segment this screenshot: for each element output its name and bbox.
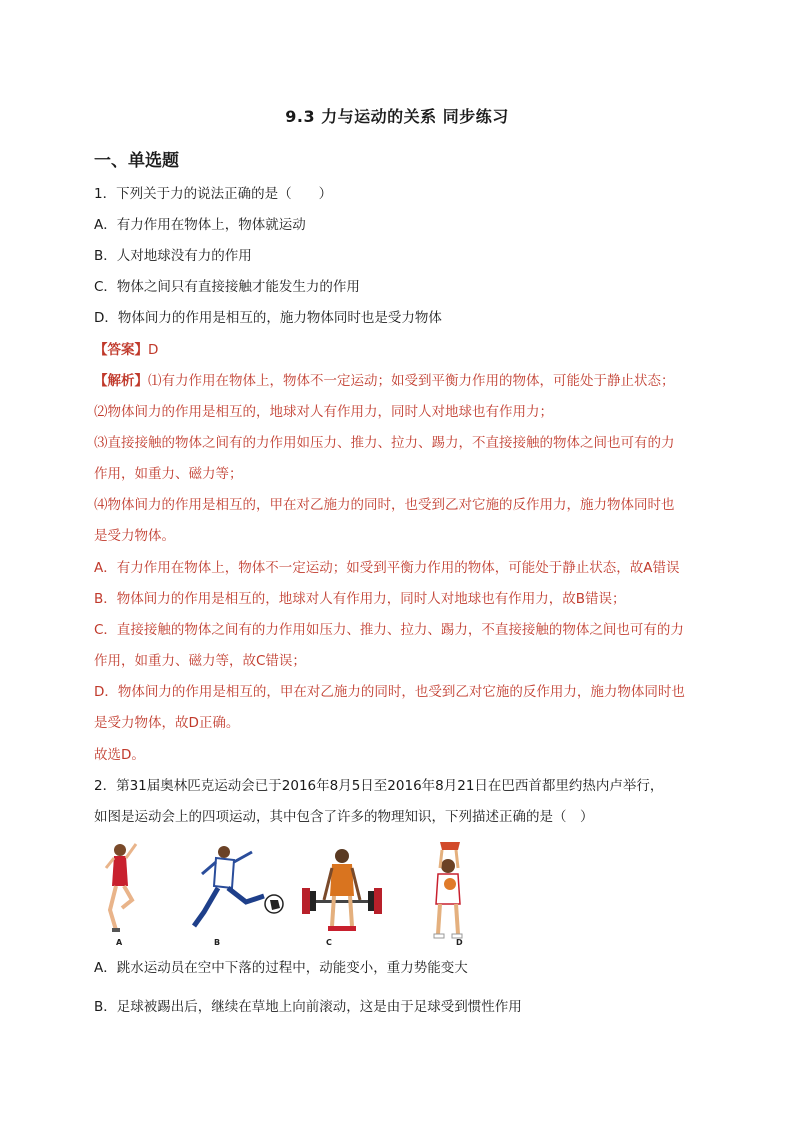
analysis-line: ⑵物体间力的作用是相互的，地球对人有作用力，同时人对地球也有作用力； bbox=[94, 404, 553, 420]
figure-label-a: A bbox=[116, 938, 123, 947]
explain-line: B．物体间力的作用是相互的，地球对人有作用力，同时人对地球也有作用力，故B错误； bbox=[94, 591, 626, 607]
doc-title: 9.3 力与运动的关系 同步练习 bbox=[285, 107, 509, 126]
weightlifter-figure bbox=[302, 849, 382, 931]
analysis-line: 作用，如重力、磁力等； bbox=[94, 466, 243, 482]
analysis-line: 是受力物体。 bbox=[94, 528, 175, 544]
q1-option-d: D．物体间力的作用是相互的，施力物体同时也是受力物体 bbox=[94, 310, 442, 326]
explain-line: A．有力作用在物体上，物体不一定运动；如受到平衡力作用的物体，可能处于静止状态，故A错误 bbox=[94, 560, 680, 576]
conclusion-line: 故选D。 bbox=[94, 747, 145, 763]
sports-illustration bbox=[96, 838, 496, 950]
section-heading: 一、单选题 bbox=[94, 151, 179, 171]
q2-stem: 如图是运动会上的四项运动，其中包含了许多的物理知识，下列描述正确的是（ ） bbox=[94, 809, 594, 825]
explain-line: C．直接接触的物体之间有的力作用如压力、推力、拉力、踢力，不直接接触的物体之间也可有的力 bbox=[94, 622, 684, 638]
answer-tag: 【答案】 bbox=[94, 342, 148, 358]
sports-figure bbox=[96, 838, 496, 950]
q1-option-b: B．人对地球没有力的作用 bbox=[94, 248, 252, 264]
explain-line: 作用，如重力、磁力等，故C错误； bbox=[94, 653, 306, 669]
q2-stem: 2．第31届奥林匹克运动会已于2016年8月5日至2016年8月21日在巴西首都里约热内卢举行， bbox=[94, 778, 664, 794]
gymnast-figure bbox=[106, 844, 136, 932]
basketball-player-figure bbox=[434, 842, 462, 938]
q1-option-a: A．有力作用在物体上，物体就运动 bbox=[94, 217, 306, 233]
analysis-line bbox=[94, 371, 704, 391]
figure-label-c: C bbox=[326, 938, 332, 947]
explain-line: 是受力物体，故D正确。 bbox=[94, 715, 240, 731]
figure-label-b: B bbox=[214, 938, 221, 947]
q2-option-a: A．跳水运动员在空中下落的过程中，动能变小，重力势能变大 bbox=[94, 960, 468, 976]
analysis-text: ⑴有力作用在物体上，物体不一定运动；如受到平衡力作用的物体，可能处于静止状态； bbox=[148, 373, 675, 389]
q2-option-b: B．足球被踢出后，继续在草地上向前滚动，这是由于足球受到惯性作用 bbox=[94, 999, 522, 1015]
answer-value: D bbox=[148, 342, 159, 358]
q1-stem: 1．下列关于力的说法正确的是（ ） bbox=[94, 186, 333, 202]
analysis-line: ⑷物体间力的作用是相互的，甲在对乙施力的同时，也受到乙对它施的反作用力，施力物体同时也 bbox=[94, 497, 675, 513]
analysis-line: ⑶直接接触的物体之间有的力作用如压力、推力、拉力、踢力，不直接接触的物体之间也可有的力 bbox=[94, 435, 675, 451]
figure-label-d: D bbox=[456, 938, 463, 947]
analysis-tag: 【解析】 bbox=[94, 373, 148, 389]
footballer-figure bbox=[194, 846, 283, 926]
explain-line: D．物体间力的作用是相互的，甲在对乙施力的同时，也受到乙对它施的反作用力，施力物体同时也 bbox=[94, 684, 685, 700]
q1-answer-line bbox=[94, 340, 704, 360]
q1-option-c: C．物体之间只有直接接触才能发生力的作用 bbox=[94, 279, 360, 295]
